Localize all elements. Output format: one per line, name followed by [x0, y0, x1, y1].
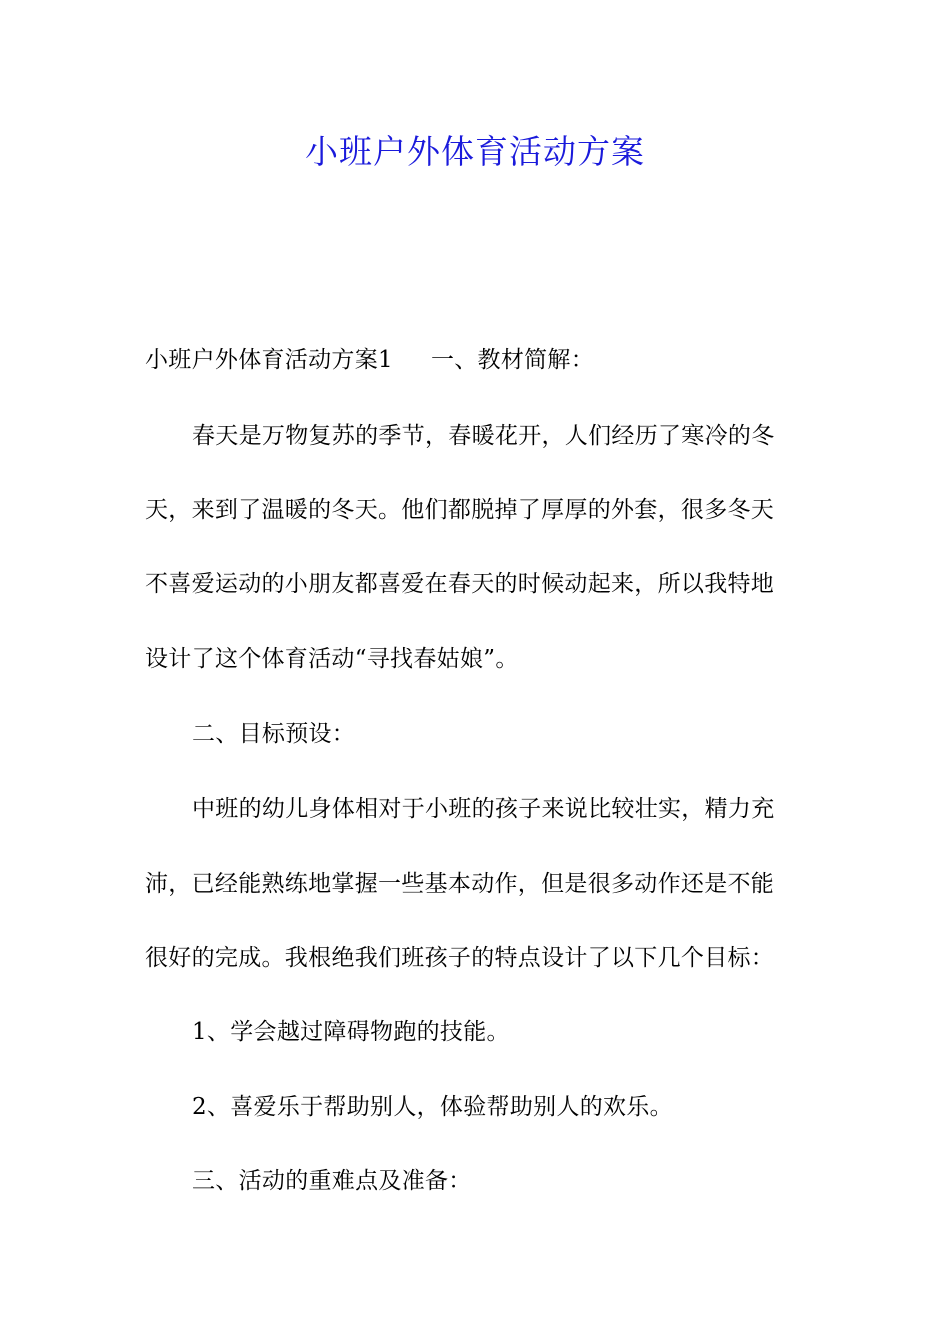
paragraph-line: 很好的完成。我根绝我们班孩子的特点设计了以下几个目标：	[145, 945, 775, 971]
paragraph-line: 设计了这个体育活动“寻找春姑娘”。	[145, 646, 519, 672]
document-title: 小班户外体育活动方案	[305, 132, 645, 171]
plan-heading-line	[145, 345, 594, 375]
paragraph-line: 中班的幼儿身体相对于小班的孩子来说比较壮实，精力充	[192, 796, 775, 822]
section-heading-1: 一、教材简解：	[430, 347, 595, 373]
list-item: 2、喜爱乐于帮助别人，体验帮助别人的欢乐。	[192, 1094, 673, 1120]
paragraph-line: 不喜爱运动的小朋友都喜爱在春天的时候动起来，所以我特地	[145, 571, 775, 597]
paragraph-line: 沛，已经能熟练地掌握一些基本动作，但是很多动作还是不能	[145, 871, 775, 897]
section-heading-3: 三、活动的重难点及准备：	[192, 1168, 472, 1194]
plan-heading: 小班户外体育活动方案1	[145, 347, 393, 373]
list-item: 1、学会越过障碍物跑的技能。	[192, 1019, 510, 1045]
paragraph-line: 春天是万物复苏的季节，春暖花开，人们经历了寒冷的冬	[192, 423, 775, 449]
section-heading-2: 二、目标预设：	[192, 721, 356, 747]
paragraph-line: 天，来到了温暖的冬天。他们都脱掉了厚厚的外套，很多冬天	[145, 497, 775, 523]
